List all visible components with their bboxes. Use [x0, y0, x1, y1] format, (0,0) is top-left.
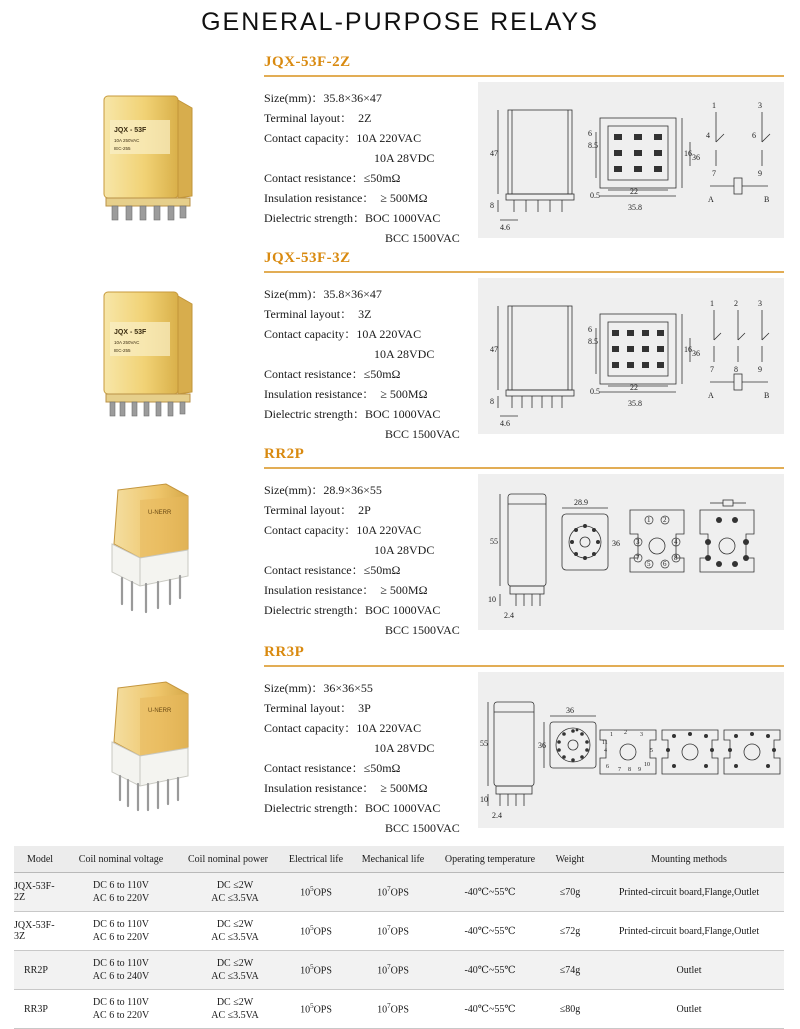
spec-value-terminal: 3Z — [358, 307, 372, 321]
product-name: JQX-53F-3Z — [264, 250, 351, 266]
spec-value-terminal: 3P — [358, 701, 371, 715]
cell-power: DC ≤2W AC ≤3.5VA — [176, 912, 280, 951]
column-header: Electrical life — [280, 846, 352, 873]
spec-label-resistance: Contact resistance： — [264, 563, 364, 577]
cell-electrical-life: $10^5OPS$ — [280, 951, 352, 990]
coil-terminal-label: A — [708, 391, 714, 400]
dim-pin-pitch: 4.6 — [500, 223, 510, 232]
dim-pin-pitch: 2.4 — [504, 611, 514, 620]
cell-mounting: Outlet — [594, 990, 784, 1029]
dim-offset: 0.5 — [590, 387, 600, 396]
spec-label-contact: Contact capacity： — [264, 721, 357, 735]
cell-mounting: Outlet — [594, 951, 784, 990]
pin-label: 9 — [638, 767, 641, 773]
pin-label: 8 — [734, 365, 738, 374]
pin-label: 1 — [712, 101, 716, 110]
cell-model: JQX-53F-3Z — [14, 912, 66, 951]
product-section-jqx-53f-2z — [0, 54, 800, 250]
dim-height: 55 — [480, 739, 488, 748]
spec-value-resistance: ≤50mΩ — [363, 761, 401, 775]
dim-width: 35.8 — [628, 399, 642, 408]
dim-row-a: 8.5 — [588, 141, 598, 150]
table-row — [14, 912, 784, 951]
cell-electrical-life: $10^5OPS$ — [280, 873, 352, 912]
dim-depth-a: 16 — [684, 345, 692, 354]
product-section-rr2p — [0, 446, 800, 642]
spec-label-terminal: Terminal layout： — [264, 701, 353, 715]
dimension-drawing-rr2p — [478, 474, 784, 630]
spec-value-contact-dc: 10A 28VDC — [374, 347, 435, 361]
dimension-drawing-jqx-53f-2z — [478, 82, 784, 238]
coil-terminal-label: A — [708, 195, 714, 204]
relay-photo-rr2p — [92, 478, 204, 618]
dim-pin-span: 22 — [630, 187, 638, 196]
pin-label: 7 — [618, 767, 621, 773]
cell-mechanical-life: $10^7OPS$ — [352, 873, 434, 912]
pin-label: 6 — [606, 764, 609, 770]
pin-label: 3 — [758, 101, 762, 110]
cell-mounting: Printed-circuit board,Flange,Outlet — [594, 873, 784, 912]
spec-value-resistance: ≤50mΩ — [363, 171, 401, 185]
dim-height: 55 — [490, 537, 498, 546]
spec-label-contact: Contact capacity： — [264, 523, 357, 537]
spec-value-contact-dc: 10A 28VDC — [374, 741, 435, 755]
pin-label: 4 — [674, 538, 678, 546]
cell-power: DC ≤2W AC ≤3.5VA — [176, 873, 280, 912]
page-title: GENERAL-PURPOSE RELAYS — [201, 8, 599, 36]
dim-depth-b: 36 — [692, 349, 700, 358]
pin-label: 7 — [710, 365, 714, 374]
section-divider — [264, 271, 784, 273]
cell-voltage: DC 6 to 110V AC 6 to 240V — [66, 951, 176, 990]
cell-model: RR3P — [14, 990, 66, 1029]
photo-label-rating: 10A 250VAC — [114, 340, 140, 345]
pin-label: 5 — [650, 748, 653, 754]
spec-value-dielectric-boc: BOC 1000VAC — [364, 801, 441, 815]
pin-label: 8 — [674, 554, 678, 562]
spec-label-size: Size(mm)： — [264, 287, 324, 301]
spec-label-size: Size(mm)： — [264, 91, 324, 105]
pin-label: 9 — [758, 365, 762, 374]
pin-label: 3 — [758, 299, 762, 308]
pin-label: 2 — [734, 299, 738, 308]
column-header: Model — [14, 846, 66, 873]
spec-value-insulation: ≥ 500MΩ — [380, 781, 428, 795]
pin-label: 8 — [628, 767, 631, 773]
spec-label-resistance: Contact resistance： — [264, 171, 364, 185]
spec-label-dielectric: Dielectric strength： — [264, 801, 365, 815]
pin-label: 10 — [644, 762, 650, 768]
cell-model: JQX-53F-2Z — [14, 873, 66, 912]
section-divider — [264, 467, 784, 469]
spec-label-terminal: Terminal layout： — [264, 111, 353, 125]
spec-value-contact-ac: 10A 220VAC — [356, 327, 422, 341]
coil-terminal-label: B — [764, 195, 770, 204]
pin-label: 2 — [663, 516, 667, 524]
spec-value-contact-ac: 10A 220VAC — [356, 523, 422, 537]
spec-label-dielectric: Dielectric strength： — [264, 407, 365, 421]
dim-depth: 36 — [612, 539, 620, 548]
dim-pin-pitch: 4.6 — [500, 419, 510, 428]
cell-weight: ≤74g — [546, 951, 594, 990]
column-header: Operating temperature — [434, 846, 546, 873]
spec-value-contact-ac: 10A 220VAC — [356, 721, 422, 735]
dimension-drawing-rr3p — [478, 672, 784, 828]
table-header-row — [14, 846, 784, 873]
spec-label-insulation: Insulation resistance： — [264, 781, 375, 795]
spec-label-terminal: Terminal layout： — [264, 307, 353, 321]
photo-brand: U-NERR — [148, 708, 172, 714]
dim-pin-length: 10 — [480, 795, 488, 804]
cell-mechanical-life: $10^7OPS$ — [352, 951, 434, 990]
relay-photo-jqx-53f-2z — [92, 86, 204, 226]
dim-pin-pitch: 2.4 — [492, 811, 502, 820]
pin-label: 6 — [752, 131, 756, 140]
pin-label: 6 — [663, 560, 667, 568]
pin-label: 1 — [710, 299, 714, 308]
column-header: Mounting methods — [594, 846, 784, 873]
spec-label-dielectric: Dielectric strength： — [264, 603, 365, 617]
spec-value-insulation: ≥ 500MΩ — [380, 191, 428, 205]
spec-label-size: Size(mm)： — [264, 681, 324, 695]
column-header: Coil nominal power — [176, 846, 280, 873]
pin-label: 1 — [647, 516, 651, 524]
spec-label-resistance: Contact resistance： — [264, 367, 364, 381]
dim-height: 47 — [490, 149, 498, 158]
spec-table — [14, 846, 784, 1029]
section-divider — [264, 75, 784, 77]
cell-electrical-life: $10^5OPS$ — [280, 912, 352, 951]
relay-photo-jqx-53f-3z — [92, 282, 204, 422]
pin-label: 3 — [640, 732, 643, 738]
product-name: RR2P — [264, 446, 305, 462]
cell-voltage: DC 6 to 110V AC 6 to 220V — [66, 912, 176, 951]
spec-value-dielectric-bcc: BCC 1500VAC — [385, 623, 460, 637]
column-header: Mechanical life — [352, 846, 434, 873]
photo-label-cert: IEC-255 — [114, 146, 131, 151]
spec-label-insulation: Insulation resistance： — [264, 583, 375, 597]
spec-value-dielectric-boc: BOC 1000VAC — [364, 211, 441, 225]
dim-offset: 0.5 — [590, 191, 600, 200]
pin-label: 7 — [636, 554, 640, 562]
pin-label: 9 — [758, 169, 762, 178]
cell-voltage: DC 6 to 110V AC 6 to 220V — [66, 990, 176, 1029]
dimension-drawing-jqx-53f-3z — [478, 278, 784, 434]
cell-weight: ≤70g — [546, 873, 594, 912]
spec-label-contact: Contact capacity： — [264, 131, 357, 145]
column-header: Weight — [546, 846, 594, 873]
spec-label-resistance: Contact resistance： — [264, 761, 364, 775]
cell-weight: ≤80g — [546, 990, 594, 1029]
cell-voltage: DC 6 to 110V AC 6 to 220V — [66, 873, 176, 912]
product-section-jqx-53f-3z — [0, 250, 800, 446]
cell-mounting: Printed-circuit board,Flange,Outlet — [594, 912, 784, 951]
cell-power: DC ≤2W AC ≤3.5VA — [176, 951, 280, 990]
spec-value-size: 36×36×55 — [323, 681, 373, 695]
dim-width: 28.9 — [574, 498, 588, 507]
dim-width: 36 — [566, 706, 574, 715]
dim-pin-length: 8 — [490, 201, 494, 210]
spec-value-terminal: 2Z — [358, 111, 372, 125]
spec-value-size: 35.8×36×47 — [323, 287, 382, 301]
spec-label-insulation: Insulation resistance： — [264, 191, 375, 205]
pin-label: 4 — [604, 748, 607, 754]
table-row — [14, 951, 784, 990]
product-section-rr3p — [0, 644, 800, 840]
photo-label-model: JQX - 53F — [114, 127, 147, 134]
spec-value-size: 28.9×36×55 — [323, 483, 382, 497]
spec-value-dielectric-bcc: BCC 1500VAC — [385, 231, 460, 245]
column-header: Coil nominal voltage — [66, 846, 176, 873]
cell-electrical-life: $10^5OPS$ — [280, 990, 352, 1029]
table-row — [14, 990, 784, 1029]
spec-label-dielectric: Dielectric strength： — [264, 211, 365, 225]
dim-pin-length: 8 — [490, 397, 494, 406]
spec-value-dielectric-boc: BOC 1000VAC — [364, 603, 441, 617]
section-divider — [264, 665, 784, 667]
table-row — [14, 873, 784, 912]
photo-brand: U-NERR — [148, 510, 172, 516]
dim-depth-b: 36 — [692, 153, 700, 162]
spec-value-dielectric-bcc: BCC 1500VAC — [385, 821, 460, 835]
cell-model: RR2P — [14, 951, 66, 990]
pin-label: 2 — [624, 730, 627, 736]
spec-value-dielectric-bcc: BCC 1500VAC — [385, 427, 460, 441]
cell-power: DC ≤2W AC ≤3.5VA — [176, 990, 280, 1029]
spec-label-contact: Contact capacity： — [264, 327, 357, 341]
dim-width: 35.8 — [628, 203, 642, 212]
product-name: RR3P — [264, 644, 305, 660]
spec-value-contact-dc: 10A 28VDC — [374, 543, 435, 557]
spec-value-contact-ac: 10A 220VAC — [356, 131, 422, 145]
spec-label-insulation: Insulation resistance： — [264, 387, 375, 401]
dim-row-b: 6 — [588, 129, 592, 138]
cell-temperature: -40℃~55℃ — [434, 912, 546, 951]
spec-label-terminal: Terminal layout： — [264, 503, 353, 517]
pin-label: 4 — [706, 131, 710, 140]
spec-value-contact-dc: 10A 28VDC — [374, 151, 435, 165]
spec-value-resistance: ≤50mΩ — [363, 367, 401, 381]
pin-label: 3 — [636, 538, 640, 546]
photo-label-model: JQX - 53F — [114, 329, 147, 336]
spec-value-terminal: 2P — [358, 503, 371, 517]
cell-weight: ≤72g — [546, 912, 594, 951]
spec-value-insulation: ≥ 500MΩ — [380, 583, 428, 597]
spec-label-size: Size(mm)： — [264, 483, 324, 497]
dim-row-a: 8.5 — [588, 337, 598, 346]
pin-label: 7 — [712, 169, 716, 178]
dim-pin-span: 22 — [630, 383, 638, 392]
dim-pin-length: 10 — [488, 595, 496, 604]
spec-value-insulation: ≥ 500MΩ — [380, 387, 428, 401]
spec-value-dielectric-boc: BOC 1000VAC — [364, 407, 441, 421]
cell-temperature: -40℃~55℃ — [434, 990, 546, 1029]
cell-temperature: -40℃~55℃ — [434, 873, 546, 912]
dim-depth-a: 16 — [684, 149, 692, 158]
product-name: JQX-53F-2Z — [264, 54, 351, 70]
dim-depth: 36 — [538, 741, 546, 750]
cell-temperature: -40℃~55℃ — [434, 951, 546, 990]
dim-row-b: 6 — [588, 325, 592, 334]
pin-label: 1 — [610, 732, 613, 738]
cell-mechanical-life: $10^7OPS$ — [352, 990, 434, 1029]
coil-terminal-label: B — [764, 391, 770, 400]
photo-label-cert: IEC-255 — [114, 348, 131, 353]
pin-label: 11 — [602, 740, 608, 746]
relay-photo-rr3p — [92, 676, 204, 816]
dim-height: 47 — [490, 345, 498, 354]
spec-value-size: 35.8×36×47 — [323, 91, 382, 105]
cell-mechanical-life: $10^7OPS$ — [352, 912, 434, 951]
photo-label-rating: 10A 250VAC — [114, 138, 140, 143]
pin-label: 5 — [647, 560, 651, 568]
spec-value-resistance: ≤50mΩ — [363, 563, 401, 577]
